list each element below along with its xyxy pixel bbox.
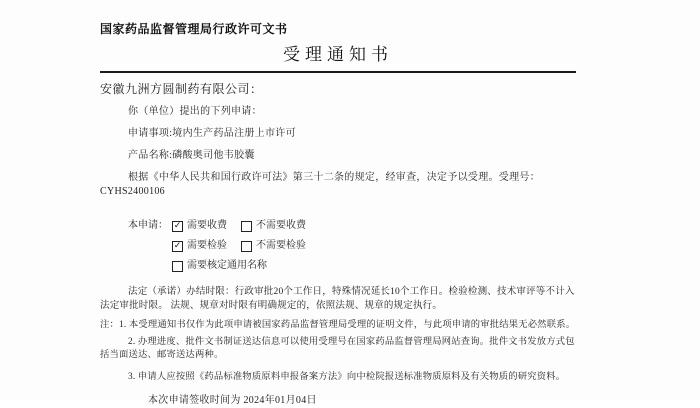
checkbox-rows bbox=[172, 219, 306, 279]
checkbox-label: 不需要收费 bbox=[256, 220, 306, 231]
application-flags-section bbox=[100, 219, 576, 279]
acceptance-line: 根据《中华人民共和国行政许可法》第三十二条的规定，经审查，决定予以受理。受理号：CYHS2400106 bbox=[100, 172, 540, 197]
checkbox-label: 需要检验 bbox=[187, 240, 227, 251]
checkbox-option-need-fee bbox=[172, 219, 227, 233]
checkbox-unchecked-icon bbox=[241, 221, 252, 232]
checkbox-label: 不需要检验 bbox=[256, 240, 306, 251]
doc-title: 受理通知书 bbox=[283, 45, 393, 64]
checkbox-label: 需要核定通用名称 bbox=[187, 260, 267, 271]
checkbox-label: 需要收费 bbox=[187, 220, 227, 231]
flags-label: 本申请： bbox=[128, 220, 168, 231]
time-limit-paragraph: 法定（承诺）办结时限：行政审批20个工作日，特殊情况延长10个工作日。检验检测、技术审评等不计入法定审批时限。 法规、规章对时限有明确规定的，依照法规、规章的规定执行。 bbox=[100, 287, 575, 311]
checkbox-row bbox=[172, 219, 306, 233]
title-divider bbox=[100, 71, 576, 73]
checkbox-option-no-inspection bbox=[241, 239, 306, 253]
checkbox-option-need-inspection bbox=[172, 239, 227, 253]
intro-line: 你（单位）提出的下列申请： bbox=[128, 106, 262, 117]
note-line-3: 3. 申请人应按照《药品标准物质原料申报备案方法》向中检院报送标准物质原料及有关物质的研究资料。 bbox=[128, 371, 566, 382]
doc-type-header: 国家药品监督管理局行政许可文书 bbox=[100, 22, 288, 36]
document-content bbox=[100, 22, 576, 408]
recipient-line: 安徽九洲方圆制药有限公司： bbox=[100, 82, 263, 96]
checkbox-checked-icon: ✓ bbox=[173, 220, 182, 231]
checkbox-row bbox=[172, 259, 306, 273]
note-line-1: 注：1. 本受理通知书仅作为此项申请被国家药品监督管理局受理的证明文件，与此项申请的审批结果无必然联系。 bbox=[100, 320, 576, 330]
note-line-2: 2. 办理进度、批件文书制证送达信息可以使用受理号在国家药品监督管理局网站查询。批件文书发放方式包括当面送达、邮寄送达两种。 bbox=[100, 336, 575, 360]
checkbox-checked-icon: ✓ bbox=[173, 240, 182, 251]
checkbox-unchecked-icon bbox=[241, 241, 252, 252]
received-date-line: 本次申请签收时间为 2024年01月04日 bbox=[148, 395, 317, 406]
notes-section bbox=[100, 319, 576, 384]
checkbox-option-need-generic-name bbox=[172, 259, 267, 273]
checkbox-unchecked-icon bbox=[172, 261, 183, 272]
product-name-line: 产品名称:磷酸奥司他韦胶囊 bbox=[128, 150, 255, 161]
application-item-line: 申请事项:境内生产药品注册上市许可 bbox=[128, 128, 296, 139]
checkbox-row bbox=[172, 239, 306, 253]
checkbox-option-no-fee bbox=[241, 219, 306, 233]
